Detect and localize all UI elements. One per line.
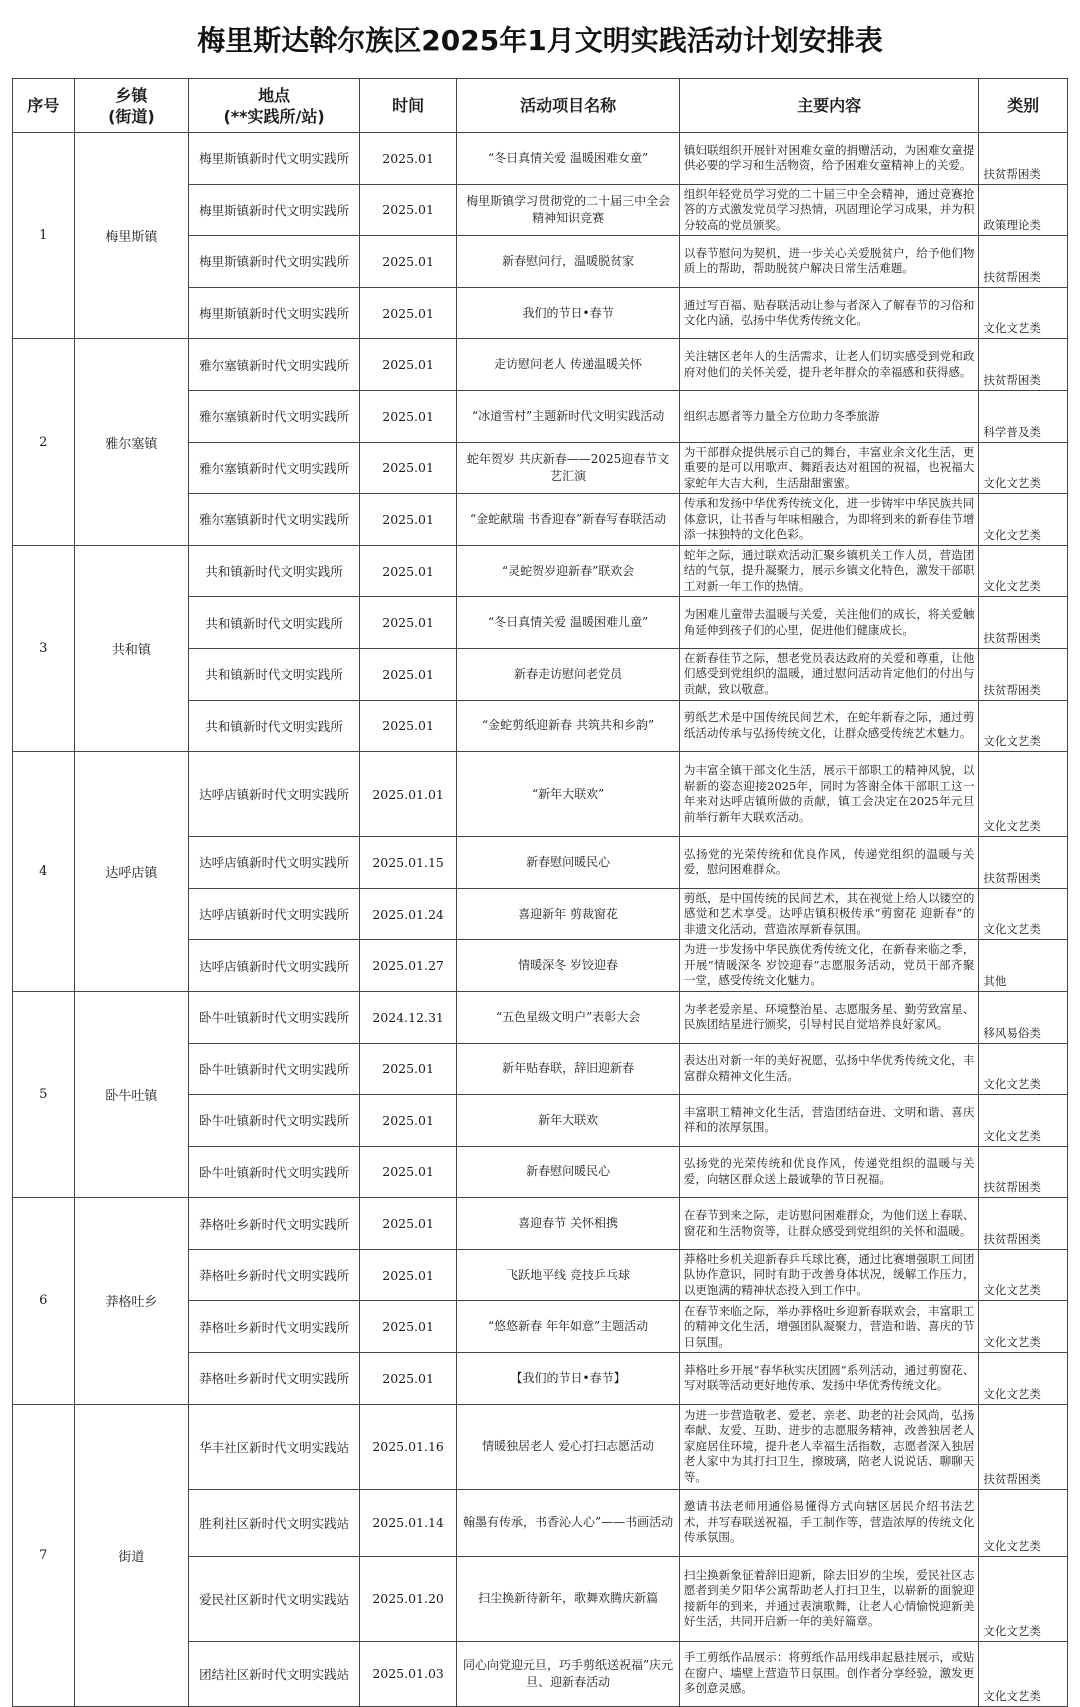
category-cell: 文化文艺类 bbox=[979, 1353, 1068, 1405]
content-cell: 传承和发扬中华优秀传统文化，进一步铸牢中华民族共同体意识，让书香与年味相融合，为即将到来的新春佳节增添一抹独特的文化色彩。 bbox=[679, 494, 978, 546]
time-cell: 2025.01 bbox=[359, 339, 456, 391]
location-cell: 达呼店镇新时代文明实践所 bbox=[189, 940, 360, 992]
category-cell: 文化文艺类 bbox=[979, 752, 1068, 837]
project-name-cell: 翰墨有传承，书香沁人心”——书画活动 bbox=[457, 1489, 680, 1556]
header-location-line1: 地点 bbox=[258, 85, 291, 105]
time-cell: 2025.01 bbox=[359, 1146, 456, 1198]
time-cell: 2025.01 bbox=[359, 442, 456, 494]
time-cell: 2024.12.31 bbox=[359, 991, 456, 1043]
location-cell: 梅里斯镇新时代文明实践所 bbox=[189, 236, 360, 288]
group-town-cell: 梅里斯镇 bbox=[74, 133, 189, 339]
category-cell: 文化文艺类 bbox=[979, 1095, 1068, 1147]
header-index: 序号 bbox=[13, 79, 75, 133]
category-cell: 文化文艺类 bbox=[979, 1301, 1068, 1353]
header-time: 时间 bbox=[359, 79, 456, 133]
project-name-cell: 新春慰问暖民心 bbox=[457, 837, 680, 889]
project-name-cell: 情暖深冬 岁饺迎春 bbox=[457, 940, 680, 992]
location-cell: 雅尔塞镇新时代文明实践所 bbox=[189, 442, 360, 494]
location-cell: 达呼店镇新时代文明实践所 bbox=[189, 837, 360, 889]
category-cell: 文化文艺类 bbox=[979, 1556, 1068, 1641]
category-cell: 扶贫帮困类 bbox=[979, 1146, 1068, 1198]
content-cell: 莽格吐乡机关迎新春乒乓球比赛，通过比赛增强职工间团队协作意识，同时有助于改善身体状况，缓解工作压力，以更饱满的精神状态投入到工作中。 bbox=[679, 1249, 978, 1301]
project-name-cell: 我们的节日•春节 bbox=[457, 287, 680, 339]
content-cell: 关注辖区老年人的生活需求，让老人们切实感受到党和政府对他们的关怀关爱，提升老年群众的幸福感和获得感。 bbox=[679, 339, 978, 391]
time-cell: 2025.01.27 bbox=[359, 940, 456, 992]
time-cell: 2025.01.24 bbox=[359, 888, 456, 940]
content-cell: 扫尘换新象征着辞旧迎新，除去旧岁的尘埃，爱民社区志愿者到美夕阳华公寓帮助老人打扫卫生，以崭新的面貌迎接新年的到来，并通过表演歌舞，让老人心情愉悦迎新美好生活，共同开启新一年的美好篇章。 bbox=[679, 1556, 978, 1641]
project-name-cell: 走访慰问老人 传递温暖关怀 bbox=[457, 339, 680, 391]
time-cell: 2025.01 bbox=[359, 1198, 456, 1250]
category-cell: 政策理论类 bbox=[979, 184, 1068, 236]
location-cell: 达呼店镇新时代文明实践所 bbox=[189, 752, 360, 837]
project-name-cell: 新年大联欢 bbox=[457, 1095, 680, 1147]
project-name-cell: “悠悠新春 年年如意”主题活动 bbox=[457, 1301, 680, 1353]
category-cell: 文化文艺类 bbox=[979, 700, 1068, 752]
header-content: 主要内容 bbox=[679, 79, 978, 133]
location-cell: 华丰社区新时代文明实践站 bbox=[189, 1404, 360, 1489]
table-body bbox=[13, 133, 1068, 1707]
category-cell: 扶贫帮困类 bbox=[979, 236, 1068, 288]
category-cell: 移风易俗类 bbox=[979, 991, 1068, 1043]
time-cell: 2025.01.14 bbox=[359, 1489, 456, 1556]
category-cell: 文化文艺类 bbox=[979, 1641, 1068, 1706]
content-cell: 组织年轻党员学习党的二十届三中全会精神，通过竞赛抢答的方式激发党员学习热情，巩固理论学习成果，并为积分较高的党员颁奖。 bbox=[679, 184, 978, 236]
project-name-cell: 喜迎春节 关怀相携 bbox=[457, 1198, 680, 1250]
content-cell: 丰富职工精神文化生活，营造团结奋进、文明和谐、喜庆祥和的浓厚氛围。 bbox=[679, 1095, 978, 1147]
category-cell: 文化文艺类 bbox=[979, 888, 1068, 940]
content-cell: 邀请书法老师用通俗易懂得方式向辖区居民介绍书法艺术，并写春联送祝福，手工制作等，营造浓厚的传统文化传承氛围。 bbox=[679, 1489, 978, 1556]
content-cell: 组织志愿者等力量全方位助力冬季旅游 bbox=[679, 390, 978, 442]
project-name-cell: 梅里斯镇学习贯彻党的二十届三中全会精神知识竞赛 bbox=[457, 184, 680, 236]
page-title: 梅里斯达斡尔族区2025年1月文明实践活动计划安排表 bbox=[197, 24, 883, 57]
content-cell: 在春节到来之际，走访慰问困难群众，为他们送上春联、窗花和生活物资等，让群众感受到党组织的关怀和温暖。 bbox=[679, 1198, 978, 1250]
content-cell: 剪纸，是中国传统的民间艺术，其在视觉上给人以镂空的感觉和艺术享受。达呼店镇积极传承“剪窗花 迎新春”的非遗文化活动，营造浓厚新春氛围。 bbox=[679, 888, 978, 940]
content-cell: 剪纸艺术是中国传统民间艺术，在蛇年新春之际，通过剪纸活动传承与弘扬传统文化，让群众感受传统艺术魅力。 bbox=[679, 700, 978, 752]
category-cell: 扶贫帮困类 bbox=[979, 339, 1068, 391]
project-name-cell: 新春慰问行，温暖脱贫家 bbox=[457, 236, 680, 288]
content-cell: 莽格吐乡开展“春华秋实庆团圆”系列活动，通过剪窗花、写对联等活动更好地传承、发扬中华优秀传统文化。 bbox=[679, 1353, 978, 1405]
category-cell: 文化文艺类 bbox=[979, 287, 1068, 339]
content-cell: 在新春佳节之际，想老党员表达政府的关爱和尊重，让他们感受到党组织的温暖，通过慰问活动肯定他们的付出与贡献，致以敬意。 bbox=[679, 648, 978, 700]
project-name-cell: “五色星级文明户”表彰大会 bbox=[457, 991, 680, 1043]
location-cell: 梅里斯镇新时代文明实践所 bbox=[189, 287, 360, 339]
table-row bbox=[13, 1198, 1068, 1250]
location-cell: 共和镇新时代文明实践所 bbox=[189, 597, 360, 649]
location-cell: 爱民社区新时代文明实践站 bbox=[189, 1556, 360, 1641]
category-cell: 扶贫帮困类 bbox=[979, 1404, 1068, 1489]
time-cell: 2025.01 bbox=[359, 184, 456, 236]
time-cell: 2025.01 bbox=[359, 236, 456, 288]
table-row bbox=[13, 339, 1068, 391]
project-name-cell: 新春慰问暖民心 bbox=[457, 1146, 680, 1198]
project-name-cell: 喜迎新年 剪裁窗花 bbox=[457, 888, 680, 940]
category-cell: 扶贫帮困类 bbox=[979, 1198, 1068, 1250]
category-cell: 科学普及类 bbox=[979, 390, 1068, 442]
content-cell: 为孝老爱亲星、环境整治星、志愿服务星、勤劳致富星、民族团结星进行颁奖，引导村民自觉培养良好家风。 bbox=[679, 991, 978, 1043]
category-cell: 文化文艺类 bbox=[979, 1043, 1068, 1095]
table-row bbox=[13, 991, 1068, 1043]
content-cell: 为进一步发扬中华民族优秀传统文化，在新春来临之季，开展“情暖深冬 岁饺迎春”志愿服务活动，党员干部齐聚一堂，感受传统文化魅力。 bbox=[679, 940, 978, 992]
content-cell: 表达出对新一年的美好祝愿，弘扬中华优秀传统文化，丰富群众精神文化生活。 bbox=[679, 1043, 978, 1095]
location-cell: 团结社区新时代文明实践站 bbox=[189, 1641, 360, 1706]
category-cell: 扶贫帮困类 bbox=[979, 648, 1068, 700]
time-cell: 2025.01 bbox=[359, 1301, 456, 1353]
project-name-cell: 情暖独居老人 爱心打扫志愿活动 bbox=[457, 1404, 680, 1489]
time-cell: 2025.01 bbox=[359, 1353, 456, 1405]
time-cell: 2025.01 bbox=[359, 1043, 456, 1095]
time-cell: 2025.01 bbox=[359, 390, 456, 442]
time-cell: 2025.01.03 bbox=[359, 1641, 456, 1706]
group-town-cell: 雅尔塞镇 bbox=[74, 339, 189, 545]
header-location-line2: (**实践所/站) bbox=[223, 106, 325, 126]
location-cell: 共和镇新时代文明实践所 bbox=[189, 648, 360, 700]
group-index-cell: 5 bbox=[13, 991, 75, 1197]
location-cell: 莽格吐乡新时代文明实践所 bbox=[189, 1249, 360, 1301]
location-cell: 莽格吐乡新时代文明实践所 bbox=[189, 1301, 360, 1353]
activity-plan-table bbox=[12, 78, 1068, 1707]
table-row bbox=[13, 1404, 1068, 1489]
location-cell: 莽格吐乡新时代文明实践所 bbox=[189, 1353, 360, 1405]
project-name-cell: “金蛇献瑞 书香迎春”新春写春联活动 bbox=[457, 494, 680, 546]
group-index-cell: 7 bbox=[13, 1404, 75, 1706]
content-cell: 以春节慰问为契机，进一步关心关爱脱贫户，给予他们物质上的帮助，帮助脱贫户解决日常生活难题。 bbox=[679, 236, 978, 288]
project-name-cell: 新年贴春联，辞旧迎新春 bbox=[457, 1043, 680, 1095]
project-name-cell: 飞跃地平线 竞技乒乓球 bbox=[457, 1249, 680, 1301]
table-header-row bbox=[13, 79, 1068, 133]
content-cell: 为困难儿童带去温暖与关爱，关注他们的成长，将关爱触角延伸到孩子们的心里，促进他们健康成长。 bbox=[679, 597, 978, 649]
header-category: 类别 bbox=[979, 79, 1068, 133]
table-row bbox=[13, 545, 1068, 597]
group-town-cell: 卧牛吐镇 bbox=[74, 991, 189, 1197]
content-cell: 弘扬党的光荣传统和优良作风，传递党组织的温暖与关爱，慰问困难群众。 bbox=[679, 837, 978, 889]
time-cell: 2025.01 bbox=[359, 1249, 456, 1301]
content-cell: 手工剪纸作品展示：将剪纸作品用线串起悬挂展示，或贴在窗户、墙壁上营造节日氛围。创作者分享经验，激发更多创意灵感。 bbox=[679, 1641, 978, 1706]
time-cell: 2025.01 bbox=[359, 494, 456, 546]
group-town-cell: 莽格吐乡 bbox=[74, 1198, 189, 1404]
table-row bbox=[13, 752, 1068, 837]
time-cell: 2025.01.15 bbox=[359, 837, 456, 889]
location-cell: 梅里斯镇新时代文明实践所 bbox=[189, 184, 360, 236]
project-name-cell: 【我们的节日•春节】 bbox=[457, 1353, 680, 1405]
location-cell: 雅尔塞镇新时代文明实践所 bbox=[189, 390, 360, 442]
project-name-cell: “冬日真情关爱 温暖困难女童” bbox=[457, 133, 680, 185]
location-cell: 卧牛吐镇新时代文明实践所 bbox=[189, 1146, 360, 1198]
location-cell: 共和镇新时代文明实践所 bbox=[189, 545, 360, 597]
time-cell: 2025.01 bbox=[359, 597, 456, 649]
table-row bbox=[13, 133, 1068, 185]
location-cell: 梅里斯镇新时代文明实践所 bbox=[189, 133, 360, 185]
group-town-cell: 街道 bbox=[74, 1404, 189, 1706]
group-index-cell: 3 bbox=[13, 545, 75, 751]
time-cell: 2025.01 bbox=[359, 133, 456, 185]
header-town-line1: 乡镇 bbox=[115, 85, 148, 105]
location-cell: 卧牛吐镇新时代文明实践所 bbox=[189, 1043, 360, 1095]
content-cell: 弘扬党的光荣传统和优良作风，传递党组织的温暖与关爱，向辖区群众送上最诚挚的节日祝福。 bbox=[679, 1146, 978, 1198]
location-cell: 胜利社区新时代文明实践站 bbox=[189, 1489, 360, 1556]
category-cell: 扶贫帮困类 bbox=[979, 597, 1068, 649]
time-cell: 2025.01 bbox=[359, 287, 456, 339]
location-cell: 莽格吐乡新时代文明实践所 bbox=[189, 1198, 360, 1250]
content-cell: 为进一步营造敬老、爱老、亲老、助老的社会风尚，弘扬奉献、友爱、互助、进步的志愿服务精神，改善独居老人家庭居住环境，提升老人幸福生活指数，志愿者深入独居老人家中为其打扫卫生，擦玻璃，陪老人说说话、聊聊天等。 bbox=[679, 1404, 978, 1489]
category-cell: 扶贫帮困类 bbox=[979, 133, 1068, 185]
group-index-cell: 2 bbox=[13, 339, 75, 545]
time-cell: 2025.01.16 bbox=[359, 1404, 456, 1489]
category-cell: 扶贫帮困类 bbox=[979, 837, 1068, 889]
time-cell: 2025.01.20 bbox=[359, 1556, 456, 1641]
category-cell: 文化文艺类 bbox=[979, 1249, 1068, 1301]
header-location bbox=[189, 79, 360, 133]
time-cell: 2025.01.01 bbox=[359, 752, 456, 837]
content-cell: 蛇年之际，通过联欢活动汇聚乡镇机关工作人员，营造团结的气氛，提升凝聚力，展示乡镇文化特色，激发干部职工对新一年工作的热情。 bbox=[679, 545, 978, 597]
time-cell: 2025.01 bbox=[359, 545, 456, 597]
time-cell: 2025.01 bbox=[359, 648, 456, 700]
project-name-cell: “灵蛇贺岁迎新春”联欢会 bbox=[457, 545, 680, 597]
location-cell: 卧牛吐镇新时代文明实践所 bbox=[189, 991, 360, 1043]
project-name-cell: “新年大联欢” bbox=[457, 752, 680, 837]
group-town-cell: 达呼店镇 bbox=[74, 752, 189, 992]
project-name-cell: “金蛇剪纸迎新春 共筑共和乡韵” bbox=[457, 700, 680, 752]
location-cell: 达呼店镇新时代文明实践所 bbox=[189, 888, 360, 940]
group-index-cell: 4 bbox=[13, 752, 75, 992]
category-cell: 其他 bbox=[979, 940, 1068, 992]
project-name-cell: 同心向党迎元旦，巧手剪纸送祝福”庆元旦、迎新春活动 bbox=[457, 1641, 680, 1706]
location-cell: 雅尔塞镇新时代文明实践所 bbox=[189, 494, 360, 546]
project-name-cell: 蛇年贺岁 共庆新春——2025迎春节文艺汇演 bbox=[457, 442, 680, 494]
header-project: 活动项目名称 bbox=[457, 79, 680, 133]
content-cell: 镇妇联组织开展针对困难女童的捐赠活动，为困难女童提供必要的学习和生活物资，给予困难女童精神上的关爱。 bbox=[679, 133, 978, 185]
time-cell: 2025.01 bbox=[359, 1095, 456, 1147]
location-cell: 共和镇新时代文明实践所 bbox=[189, 700, 360, 752]
category-cell: 文化文艺类 bbox=[979, 494, 1068, 546]
location-cell: 雅尔塞镇新时代文明实践所 bbox=[189, 339, 360, 391]
project-name-cell: “冬日真情关爱 温暖困难儿童” bbox=[457, 597, 680, 649]
group-index-cell: 1 bbox=[13, 133, 75, 339]
group-town-cell: 共和镇 bbox=[74, 545, 189, 751]
project-name-cell: 扫尘换新待新年，歌舞欢腾庆新篇 bbox=[457, 1556, 680, 1641]
content-cell: 在春节来临之际，举办莽格吐乡迎新春联欢会，丰富职工的精神文化生活，增强团队凝聚力，营造和谐、喜庆的节日氛围。 bbox=[679, 1301, 978, 1353]
time-cell: 2025.01 bbox=[359, 700, 456, 752]
content-cell: 为干部群众提供展示自己的舞台，丰富业余文化生活，更重要的是可以用歌声、舞蹈表达对祖国的祝福，也祝福大家蛇年大吉大利，生活甜甜蜜蜜。 bbox=[679, 442, 978, 494]
header-town bbox=[74, 79, 189, 133]
location-cell: 卧牛吐镇新时代文明实践所 bbox=[189, 1095, 360, 1147]
content-cell: 为丰富全镇干部文化生活，展示干部职工的精神风貌，以崭新的姿态迎接2025年，同时为答谢全体干部职工这一年来对达呼店镇所做的贡献，镇工会决定在2025年元旦前举行新年大联欢活动。 bbox=[679, 752, 978, 837]
content-cell: 通过写百福、贴春联活动让参与者深入了解春节的习俗和文化内涵，弘扬中华优秀传统文化。 bbox=[679, 287, 978, 339]
group-index-cell: 6 bbox=[13, 1198, 75, 1404]
category-cell: 文化文艺类 bbox=[979, 442, 1068, 494]
header-town-line2: (街道) bbox=[108, 106, 155, 126]
project-name-cell: “冰道雪村”主题新时代文明实践活动 bbox=[457, 390, 680, 442]
category-cell: 文化文艺类 bbox=[979, 1489, 1068, 1556]
project-name-cell: 新春走访慰问老党员 bbox=[457, 648, 680, 700]
category-cell: 文化文艺类 bbox=[979, 545, 1068, 597]
